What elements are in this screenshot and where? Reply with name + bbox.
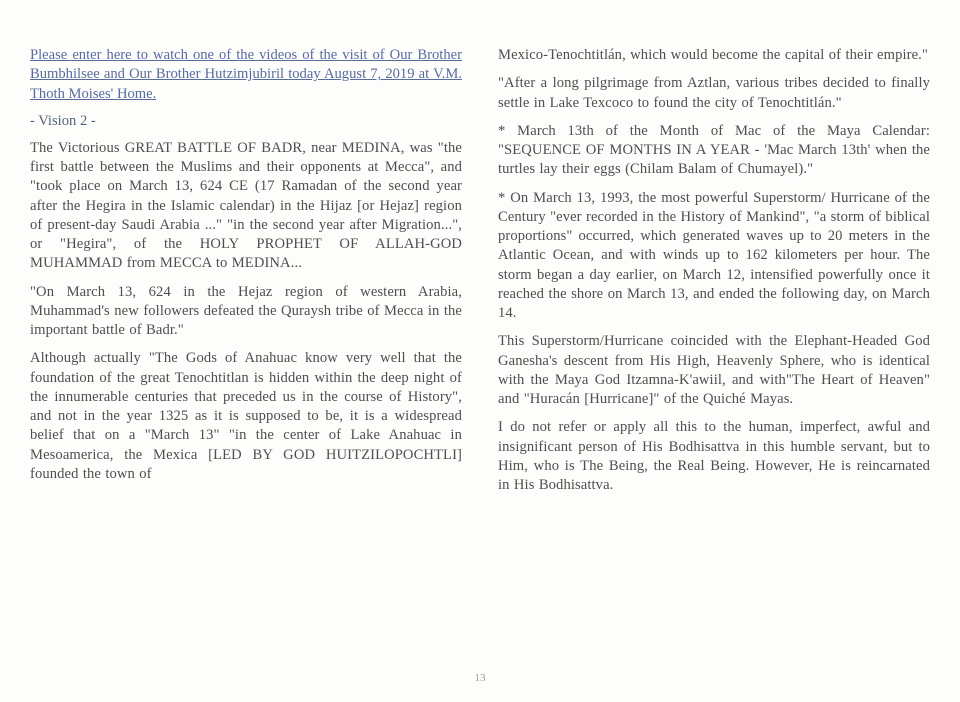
paragraph: Although actually "The Gods of Anahuac know very well that the foundation of the great Tenochtitlan is hidden within the deep night of the innumerable centuries that preceded us in the course of History", and not in the year 1325 as it is supposed to be, it is a widespread belief that on a "March 13" "in the center of Lake Anahuac in Mesoamerica, the Mexica [LED BY GOD HUITZILOPOCHTLI] founded the town of bbox=[30, 350, 462, 482]
page-number: 13 bbox=[474, 672, 486, 684]
paragraph: Mexico-Tenochtitlán, which would become the capital of their empire." bbox=[498, 47, 928, 63]
video-link[interactable]: Please enter here to watch one of the videos of the visit of Our Brother Bumbhilsee and Our Brother Hutzimjubiril today August 7, 2019 at V.M. Thoth Moises' Home. bbox=[30, 47, 462, 102]
two-column-body bbox=[30, 46, 930, 636]
paragraph: I do not refer or apply all this to the human, imperfect, awful and insignificant person of His Bodhisattva in this humble servant, but to Him, who is The Being, the Real Being. However, He is reincarnated in His Bodhisattva. bbox=[498, 419, 930, 493]
left-column bbox=[30, 46, 462, 636]
paragraph: The Victorious GREAT BATTLE OF BADR, near MEDINA, was "the first battle between the Muslims and their opponents at Mecca", and "took place on March 13, 624 CE (17 Ramadan of the second year after the Hegira in the Islamic calendar) in the Hijaz [or Hejaz] region of present-day Saudi Arabia ..." "in the second year after Migration...", or "Hegira", of the HOLY PROPHET OF ALLAH-GOD MUHAMMAD from MECCA to MEDINA... bbox=[30, 139, 462, 272]
paragraph: "On March 13, 624 in the Hejaz region of western Arabia, Muhammad's new followers defeated the Quraysh tribe of Mecca in the important battle of Badr." bbox=[30, 283, 462, 338]
paragraph: "After a long pilgrimage from Aztlan, various tribes decided to finally settle in Lake Texcoco to found the city of Tenochtitlán." bbox=[498, 75, 930, 111]
paragraph: * On March 13, 1993, the most powerful Superstorm/ Hurricane of the Century "ever recorded in the History of Mankind", "a storm of biblical proportions" occurred, which generated waves up to 20 meters in the Atlantic Ocean, and with winds up to 162 kilometers per hour. The storm began a day earlier, on March 12, intensified powerfully once it reached the shore on March 13, and ended the following day, on March 14. bbox=[498, 189, 930, 321]
right-column bbox=[498, 46, 930, 636]
paragraph: * March 13th of the Month of Mac of the Maya Calendar: "SEQUENCE OF MONTHS IN A YEAR - 'Mac March 13th' when the turtles lay their eggs (Chilam Balam of Chumayel)." bbox=[498, 122, 930, 178]
vision-heading: - Vision 2 - bbox=[30, 112, 96, 129]
paragraph: This Superstorm/Hurricane coincided with the Elephant-Headed God Ganesha's descent from His High, Heavenly Sphere, who is identical with the Maya God Itzamna-K'awiil, and with"The Heart of Heaven" and "Huracán [Hurricane]" of the Quiché Mayas. bbox=[498, 333, 930, 407]
